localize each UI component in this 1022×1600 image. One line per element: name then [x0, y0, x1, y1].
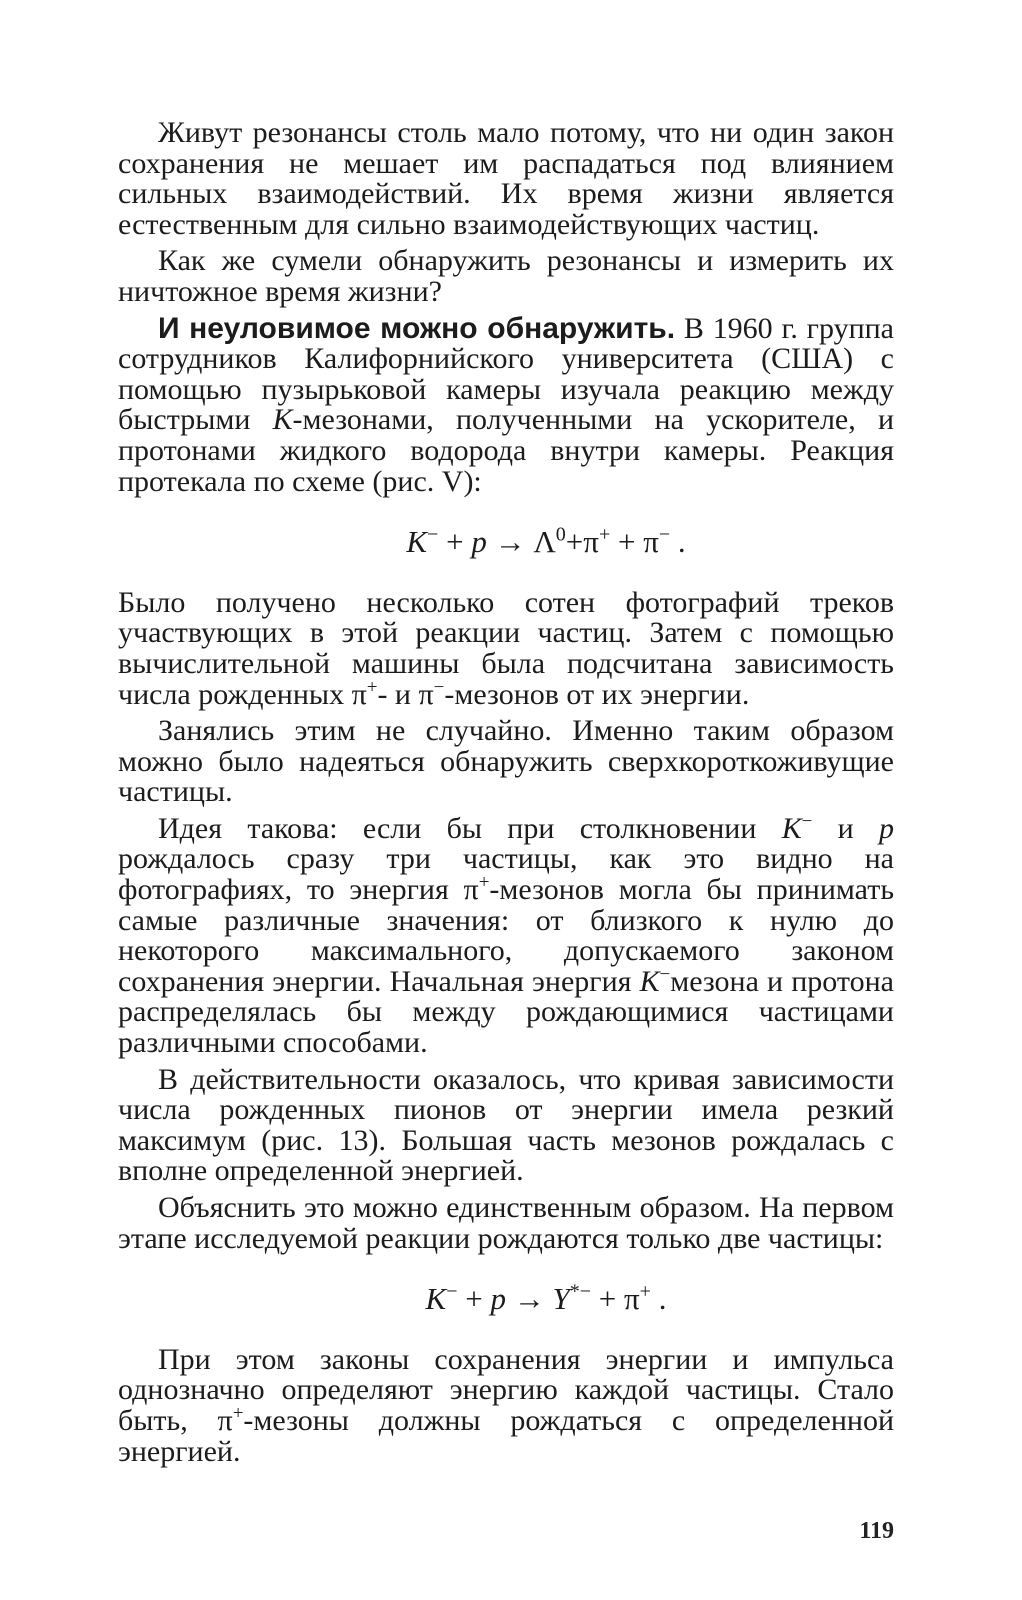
paragraph-5: Занялись этим не случайно. Именно таким образом можно было надеяться обнаружить сверхкороткоживущие частицы.: [118, 714, 894, 809]
formula-arrow: →: [486, 524, 534, 560]
paragraph-4-text-a: Было получено несколько сотен фотографий треков участвующих в этой реакции частиц. Затем с помощью вычислительной машины была подсчитана зависимость числа рожденных π: [118, 585, 894, 711]
paragraph-6-text-c: рождалось сразу три частицы, как это видно на фотографиях, то энергия π: [118, 842, 894, 907]
formula-plus: +: [438, 524, 472, 560]
paragraph-9: [118, 1342, 895, 1468]
paragraph-3: [118, 311, 894, 498]
page-text: [118, 118, 894, 1473]
paragraph-3-text-b: -мезонами, полученными на ускорителе, и протонами жидкого водорода внутри камеры. Реакция протекала по схеме (рис. V):: [118, 403, 894, 498]
formula-pion-minus: π: [643, 524, 659, 560]
formula-arrow: →: [506, 1281, 553, 1317]
kaon-symbol: К: [272, 403, 293, 437]
section-lead: И неуловимое можно обнаружить.: [158, 311, 676, 345]
formula-resonance-charge: *−: [569, 1280, 592, 1303]
formula-proton: p: [490, 1281, 506, 1317]
page-number: 119: [859, 1518, 894, 1544]
paragraph-4-text-c: -мезонов от их энергии.: [444, 677, 750, 711]
formula-kaon: K: [406, 524, 428, 560]
paragraph-3-text-a: В 1960 г. группа сотрудников Калифорнийского университета (США) с помощью пузырьковой камеры изучала реакцию между быстрыми: [118, 311, 894, 437]
formula-lambda-charge: 0: [555, 523, 566, 546]
paragraph-8: Объяснить это можно единственным образом. На первом этапе исследуемой реакции рождаются только две частицы:: [118, 1191, 894, 1255]
pion-minus-charge: −: [433, 676, 445, 698]
formula-plus: +: [457, 1281, 491, 1317]
pion-plus-charge: +: [232, 1402, 244, 1424]
paragraph-6-text-a: Идея такова: если бы при столкновении: [158, 811, 782, 845]
paragraph-6-text-d: -мезонов могла бы принимать самые различные значения: от близкого к нулю до некоторого максимального, допускаемого законом сохранения энергии. Начальная энергия: [118, 873, 894, 998]
kaon-charge: −: [801, 810, 813, 832]
formula-plus: +: [565, 524, 584, 560]
formula-kaon-charge: −: [427, 523, 439, 546]
paragraph-6-text-e: мезона и протона распределялась бы между рождающимися частицами различными способами.: [118, 964, 894, 1060]
proton-symbol: р: [878, 811, 894, 845]
kaon-symbol: К: [781, 811, 802, 845]
formula-pion-plus: π: [583, 524, 599, 560]
paragraph-1: Живут резонансы столь мало потому, что ни один закон сохранения не мешает им распадаться под влиянием сильных взаимодействий. Их время жизни является естественным для сильно взаимодействующих частиц.: [118, 116, 894, 241]
formula-kaon-charge: −: [446, 1280, 458, 1303]
formula-proton: p: [471, 524, 487, 560]
paragraph-9-text-b: -мезоны должны рождаться с определенной энергией.: [118, 1403, 895, 1468]
kaon-charge: −: [659, 963, 671, 985]
formula-pion-minus-charge: −: [658, 523, 671, 546]
paragraph-2: Как же сумели обнаружить резонансы и измерить их ничтожное время жизни?: [118, 244, 894, 308]
formula-lambda: Λ: [533, 524, 556, 560]
paragraph-6-text-b: и: [812, 811, 879, 845]
reaction-formula-2: [198, 1280, 894, 1317]
paragraph-9-text-a: При этом законы сохранения энергии и импульса однозначно определяют энергию каждой частицы. Стало быть, π: [118, 1342, 894, 1437]
pion-plus-charge: +: [366, 676, 378, 698]
formula-plus: +: [610, 524, 644, 560]
formula-resonance: Y: [552, 1281, 570, 1317]
reaction-formula-1: [198, 523, 894, 560]
formula-plus: +: [591, 1281, 625, 1317]
formula-pion-plus-charge: +: [639, 1280, 651, 1303]
formula-period: .: [650, 1281, 667, 1317]
paragraph-7: В действительности оказалось, что кривая зависимости числа рожденных пионов от энергии имела резкий максимум (рис. 13). Большая часть мезонов рождалась с вполне определенной энергией.: [118, 1062, 894, 1188]
formula-pion-plus: π: [624, 1281, 640, 1317]
formula-period: .: [670, 524, 686, 560]
formula-pion-plus-charge: +: [598, 523, 611, 546]
paragraph-4: [118, 585, 894, 711]
paragraph-6: [118, 810, 894, 1060]
kaon-symbol: К: [639, 964, 660, 998]
formula-kaon: K: [425, 1281, 447, 1317]
paragraph-4-text-b: - и π: [377, 677, 434, 711]
pion-plus-charge: +: [478, 872, 490, 894]
